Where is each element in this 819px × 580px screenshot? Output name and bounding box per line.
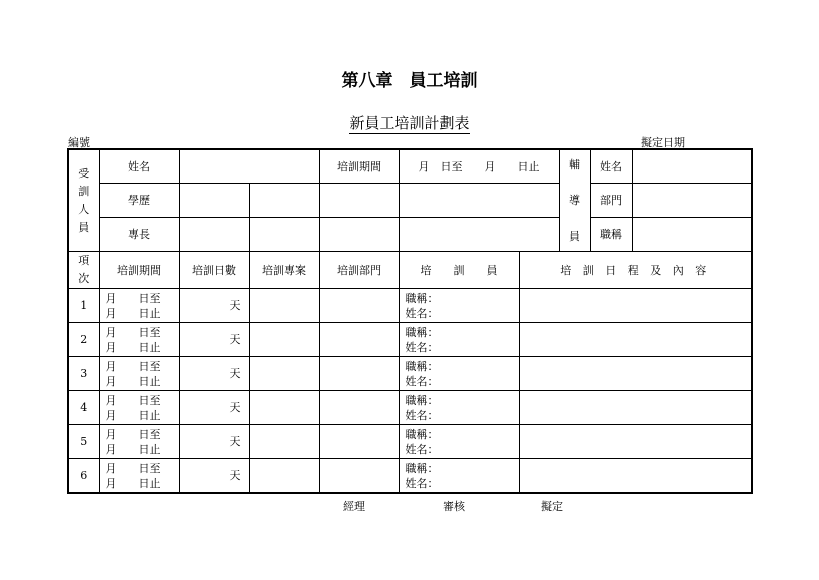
row-days[interactable]: 天 [179,425,249,459]
training-plan-table [67,148,753,494]
education-field-3[interactable] [319,184,399,218]
mentor-name-field[interactable] [632,149,752,184]
row-number: 6 [68,459,99,494]
row-dept[interactable] [319,459,399,494]
row-dept[interactable] [319,323,399,357]
row-project[interactable] [249,391,319,425]
table-row [68,459,752,494]
form-title-text: 新員工培訓計劃表 [349,114,470,132]
row-number: 2 [68,323,99,357]
specialty-field-1[interactable] [179,218,249,252]
row-dept[interactable] [319,391,399,425]
row-trainer[interactable]: 職稱： 姓名： [399,357,519,391]
row-schedule[interactable] [519,357,752,391]
mentor-title-label: 職稱 [590,218,632,252]
trainee-name-field[interactable] [179,149,319,184]
dept-header: 培訓部門 [319,252,399,289]
row-trainer[interactable]: 職稱： 姓名： [399,391,519,425]
table-row [68,323,752,357]
number-label: 編號 [68,136,90,149]
table-row [68,357,752,391]
row-project[interactable] [249,459,319,494]
draft-label: 擬定 [541,500,563,513]
row-dept[interactable] [319,289,399,323]
row-dept[interactable] [319,357,399,391]
row-number: 5 [68,425,99,459]
mentor-dept-label: 部門 [590,184,632,218]
row-schedule[interactable] [519,459,752,494]
table-row [68,425,752,459]
row-period[interactable]: 月 日至 月 日止 [99,459,179,494]
specialty-field-2[interactable] [249,218,319,252]
trainee-label: 受 訓 人 員 [68,149,99,252]
row-number: 3 [68,357,99,391]
mentor-title-field[interactable] [632,218,752,252]
row-project[interactable] [249,357,319,391]
row-period[interactable]: 月 日至 月 日止 [99,289,179,323]
row-period[interactable]: 月 日至 月 日止 [99,323,179,357]
row-days[interactable]: 天 [179,459,249,494]
row-number: 1 [68,289,99,323]
row-schedule[interactable] [519,425,752,459]
education-field-4[interactable] [399,184,559,218]
row-schedule[interactable] [519,289,752,323]
row-trainer[interactable]: 職稱： 姓名： [399,425,519,459]
specialty-field-3[interactable] [319,218,399,252]
project-header: 培訓專案 [249,252,319,289]
draft-date-label: 擬定日期 [641,136,685,149]
row-trainer[interactable]: 職稱： 姓名： [399,323,519,357]
training-period-value[interactable]: 月 日至 月 日止 [399,149,559,184]
mentor-dept-field[interactable] [632,184,752,218]
row-days[interactable]: 天 [179,391,249,425]
row-schedule[interactable] [519,323,752,357]
review-label: 審核 [443,500,465,513]
training-period-label: 培訓期間 [319,149,399,184]
row-period[interactable]: 月 日至 月 日止 [99,425,179,459]
table-row [68,289,752,323]
manager-label: 經理 [343,500,365,513]
row-number: 4 [68,391,99,425]
row-period[interactable]: 月 日至 月 日止 [99,357,179,391]
row-schedule[interactable] [519,391,752,425]
row-dept[interactable] [319,425,399,459]
period-header: 培訓期間 [99,252,179,289]
row-days[interactable]: 天 [179,323,249,357]
row-project[interactable] [249,289,319,323]
education-field-1[interactable] [179,184,249,218]
row-days[interactable]: 天 [179,289,249,323]
trainer-header: 培 訓 員 [399,252,519,289]
form-title [0,112,819,133]
mentor-label: 輔 導 員 [559,149,590,252]
education-label: 學歷 [99,184,179,218]
chapter-title: 第八章 員工培訓 [341,71,478,91]
row-trainer[interactable]: 職稱： 姓名： [399,289,519,323]
education-field-2[interactable] [249,184,319,218]
table-row [68,391,752,425]
specialty-field-4[interactable] [399,218,559,252]
days-header: 培訓日數 [179,252,249,289]
row-trainer[interactable]: 職稱： 姓名： [399,459,519,494]
item-header: 項 次 [68,252,99,289]
row-project[interactable] [249,425,319,459]
specialty-label: 專長 [99,218,179,252]
row-period[interactable]: 月 日至 月 日止 [99,391,179,425]
mentor-name-label: 姓名 [590,149,632,184]
row-days[interactable]: 天 [179,357,249,391]
trainee-name-label: 姓名 [99,149,179,184]
schedule-header: 培 訓 日 程 及 內 容 [519,252,752,289]
row-project[interactable] [249,323,319,357]
